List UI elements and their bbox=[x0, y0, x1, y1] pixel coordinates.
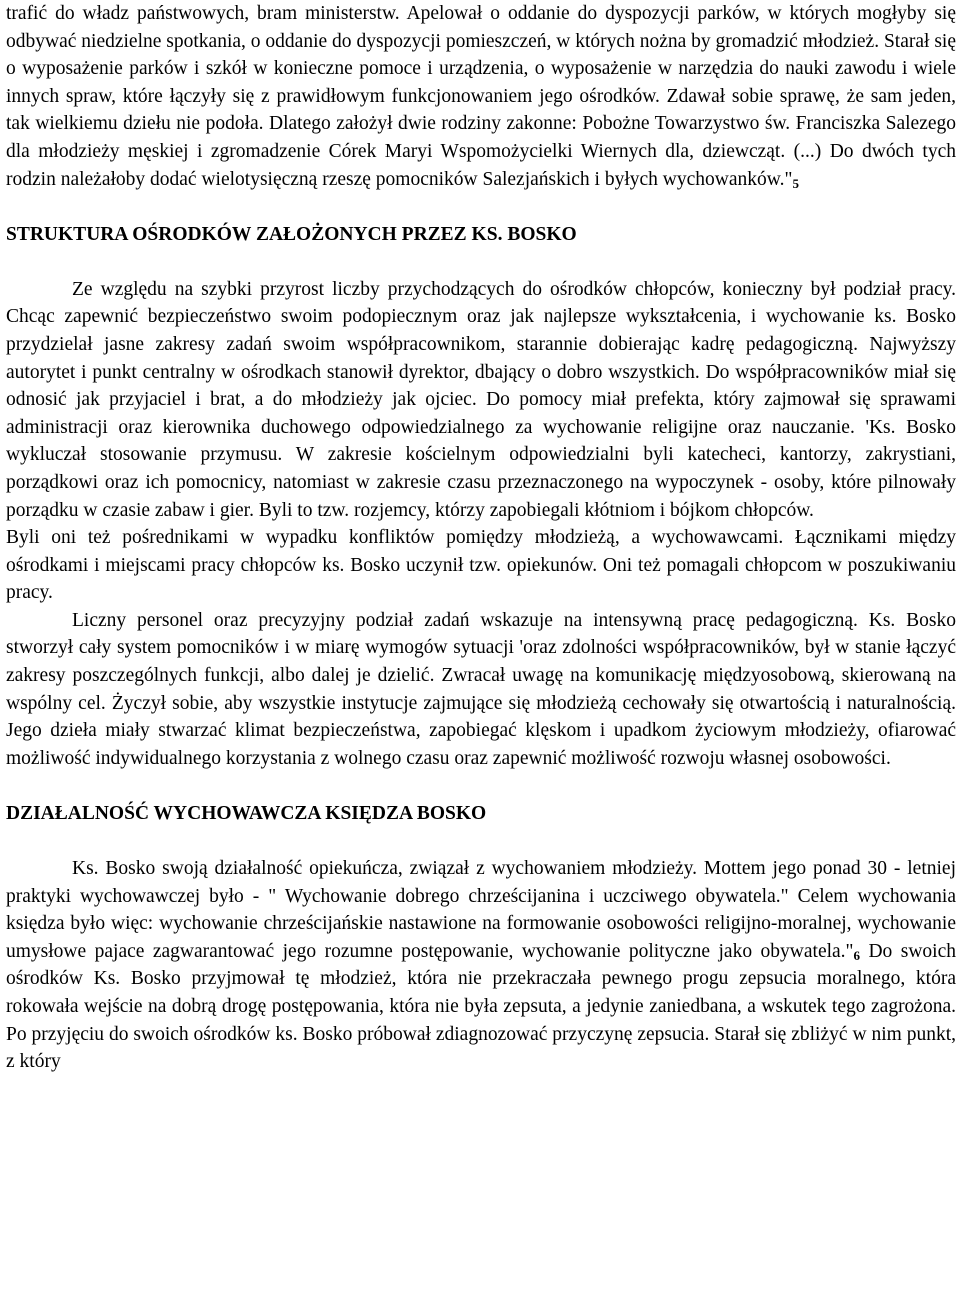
section-heading-educational-activity: DZIAŁALNOŚĆ WYCHOWAWCZA KSIĘDZA BOSKO bbox=[6, 803, 487, 825]
paragraph-text: Ks. Bosko swoją działalność opiekuńcza, związał z wychowaniem młodzieży. Mottem jego ponad 30 - letniej praktyki wychowawczej było - " Wychowanie dobrego chrześcijanina i uczciwego obywatela." Celem wychowania księdza było więc: wychowanie chrześcijańskie nastawione na formowanie osobowości religijno-moralnej, wychowanie umysłowe pajace zagwarantować jego rozumne postępowanie, wychowanie polityczne jako obywatela." bbox=[6, 858, 956, 962]
paragraph-intermediaries: Byli oni też pośrednikami w wypadku konfliktów pomiędzy młodzieżą, a wychowawcami. Łącznikami między ośrodkami i miejscami pracy chłopców ks. Bosko uczynił tzw. opiekunów. Oni też pomagali chłopcom w poszukiwaniu pracy. bbox=[6, 527, 956, 604]
section-heading-structure: STRUKTURA OŚRODKÓW ZAŁOŻONYCH PRZEZ KS. BOSKO bbox=[6, 224, 577, 246]
paragraph-continuation bbox=[6, 0, 956, 193]
paragraph-personnel: Liczny personel oraz precyzyjny podział zadań wskazuje na intensywną pracę pedagogiczną. Ks. Bosko stworzył cały system pomocników i w miarę wymogów sytuacji 'oraz zdolności współpracowników, był w stanie łączyć zakresy poszczególnych funkcji, albo dalej je dzielić. Zwracał uwagę na komunikację międzyosobową, skierowaną na wspólny cel. Życzył sobie, aby wszystkie instytucje zajmujące się młodzieżą cechowały się otwartością i naturalnością. Jego dzieła miały stwarzać klimat bezpieczeństwa, zapobiegać klęskom i upadkom życiowym młodzieży, ofiarować możliwość indywidualnego korzystania z wolnego czasu oraz zapewnić możliwość rozwoju własnej osobowości. bbox=[6, 609, 956, 769]
paragraph-structure: Ze względu na szybki przyrost liczby przychodzących do ośrodków chłopców, konieczny był podział pracy. Chcąc zapewnić bezpieczeństwo swoim podopiecznym oraz jak najlepsze wykształcenia, i wychowanie ks. Bosko przydzielał jasne zakresy zadań swoim współpracownikom, starannie dobierając kadrę pedagogiczną. Najwyższy autorytet i punkt centralny w ośrodkach stanowił dyrektor, dbający o dobro wszystkich. Do współpracowników miał się odnosić jak przyjaciel i brat, a do młodzieży jak ojciec. Do pomocy miał prefekta, który zajmował się sprawami administracji oraz kierownika duchowego odpowiedzialnego za wychowanie religijne oraz nauczanie. 'Ks. Bosko wykluczał stosowanie przymusu. W zakresie kościelnym odpowiedzialni byli katecheci, kantorzy, zakrystiani, porządkowi oraz ich pomocnicy, natomiast w zakresie czasu przeznaczonego na wypoczynek - osoby, które pilnowały porządku w czasie zabaw i gier. Byli to tzw. rozjemcy, którzy zapobiegali kłótniom i bójkom chłopców. bbox=[6, 278, 956, 521]
paragraph-educational-activity bbox=[6, 855, 956, 1076]
paragraph-text-continued: Do swoich ośrodków Ks. Bosko przyjmował tę młodzież, która nie przekraczała pewnego progu zepsucia moralnego, która rokowała wejście na dobrą drogę postępowania, która nie była zepsuta, a jedynie zaniedbana, a wskutek tego zagrożona. Po przyjęciu do swoich ośrodków ks. Bosko próbował zdiagnozować przyczynę zepsucia. Starał się zbliżyć w nim punkt, z który bbox=[6, 940, 957, 1073]
document-page bbox=[6, 0, 956, 1076]
footnote-marker: 5 bbox=[792, 175, 799, 191]
paragraph-text: trafić do władz państwowych, bram ministerstw. Apelował o oddanie do dyspozycji parków, w których mogłyby się odbywać niedzielne spotkania, o oddanie do dyspozycji pomieszczeń, w których nożna by gromadzić młodzież. Starał się o wyposażenie parków i szkół w konieczne pomoce i urządzenia, o wyposażenie w narzędzia do nauki zawodu i wiele innych spraw, które łączyły się z prawidłowym funkcjonowaniem jego ośrodków. Zdawał sobie sprawę, że sam jeden, tak wielkiemu dziełu nie podoła. Dlatego założył dwie rodziny zakonne: Pobożne Towarzystwo św. Franciszka Salezego dla młodzieży męskiej i zgromadzenie Córek Maryi Wspomożycielki Wiernych dla, dziewcząt. (...) Do dwóch tych rodzin należałoby dodać wielotysięczną rzeszę pomocników Salezjańskich i byłych wychowanków." bbox=[6, 3, 956, 190]
footnote-marker: 6 bbox=[853, 947, 861, 963]
